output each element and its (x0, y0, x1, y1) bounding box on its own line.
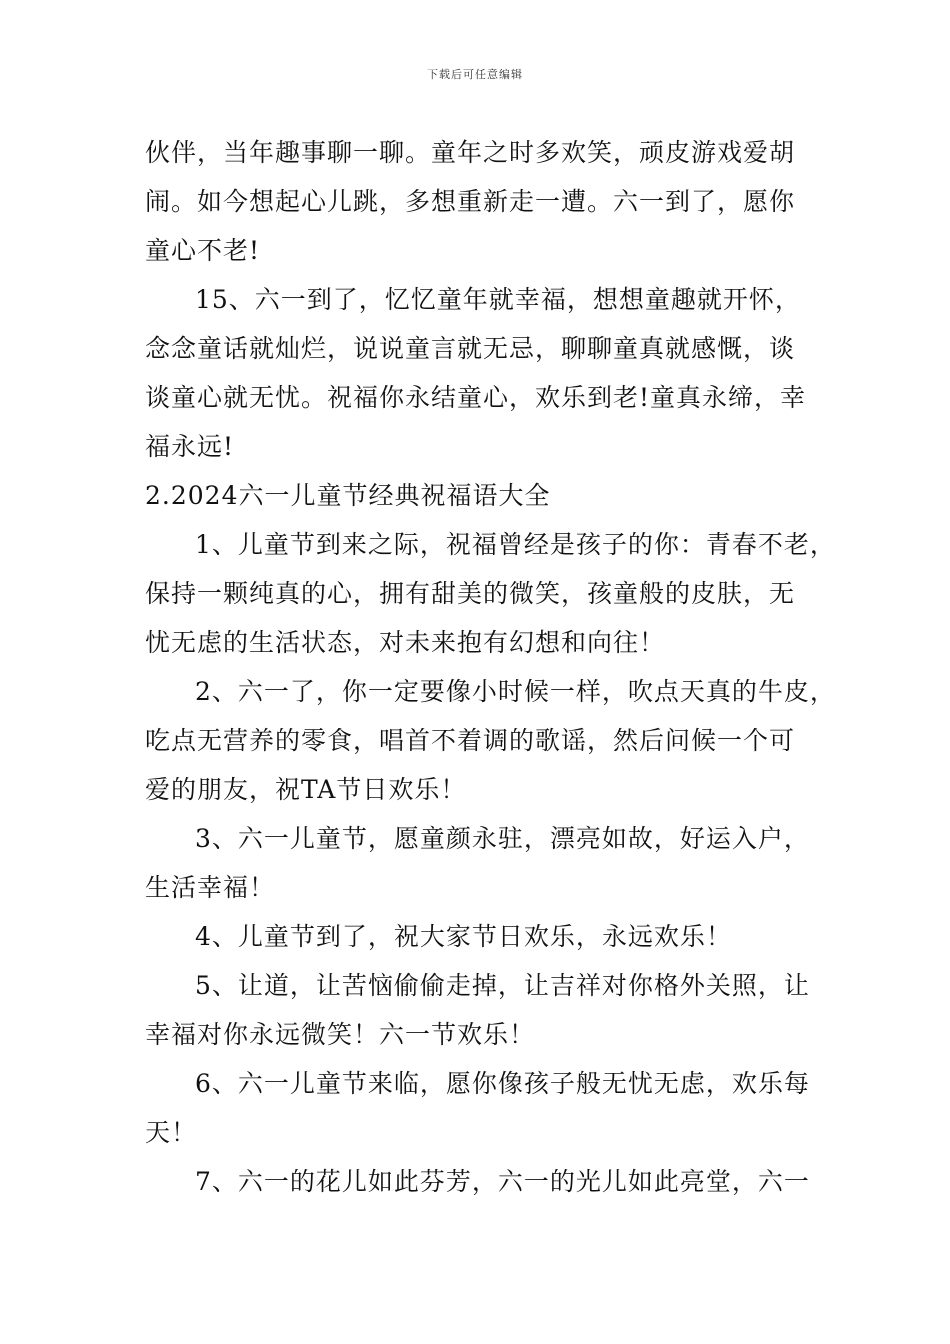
text-line: 念念童话就灿烂，说说童言就无忌，聊聊童真就感慨，谈 (145, 334, 796, 363)
document-body (145, 128, 835, 1206)
text-line: 忧无虑的生活状态，对未来抱有幻想和向往！ (145, 628, 666, 657)
section-heading: 2.2024六一儿童节经典祝福语大全 (145, 481, 551, 510)
text-line: 6、六一儿童节来临，愿你像孩子般无忧无虑，欢乐每 (195, 1069, 810, 1098)
text-line: 幸福对你永远微笑！六一节欢乐！ (145, 1020, 536, 1049)
text-line: 吃点无营养的零食，唱首不着调的歌谣，然后问候一个可 (145, 726, 796, 755)
text-line: 童心不老! (145, 236, 261, 265)
page-header: 下载后可任意编辑 (427, 68, 523, 81)
text-line: 保持一颗纯真的心，拥有甜美的微笑，孩童般的皮肤，无 (145, 579, 796, 608)
text-line: 15、六一到了，忆忆童年就幸福，想想童趣就开怀， (195, 285, 801, 314)
text-line: 爱的朋友，祝TA节日欢乐！ (145, 775, 467, 804)
text-line: 3、六一儿童节，愿童颜永驻，漂亮如故，好运入户， (195, 824, 810, 853)
text-line: 7、六一的花儿如此芬芳，六一的光儿如此亮堂，六一 (195, 1167, 810, 1196)
text-line: 谈童心就无忧。祝福你永结童心，欢乐到老!童真永缔，幸 (145, 383, 807, 412)
text-line: 伙伴，当年趣事聊一聊。童年之时多欢笑，顽皮游戏爱胡 (145, 138, 796, 167)
text-line: 5、让道，让苦恼偷偷走掉，让吉祥对你格外关照，让 (195, 971, 810, 1000)
text-line: 4、儿童节到了，祝大家节日欢乐，永远欢乐！ (195, 922, 732, 951)
text-line: 2、六一了，你一定要像小时候一样，吹点天真的牛皮， (195, 677, 836, 706)
text-line: 1、儿童节到来之际，祝福曾经是孩子的你：青春不老， (195, 530, 836, 559)
text-line: 天！ (145, 1118, 198, 1147)
text-line: 闹。如今想起心儿跳，多想重新走一遭。六一到了，愿你 (145, 187, 796, 216)
text-line: 福永远! (145, 432, 235, 461)
text-line: 生活幸福！ (145, 873, 276, 902)
